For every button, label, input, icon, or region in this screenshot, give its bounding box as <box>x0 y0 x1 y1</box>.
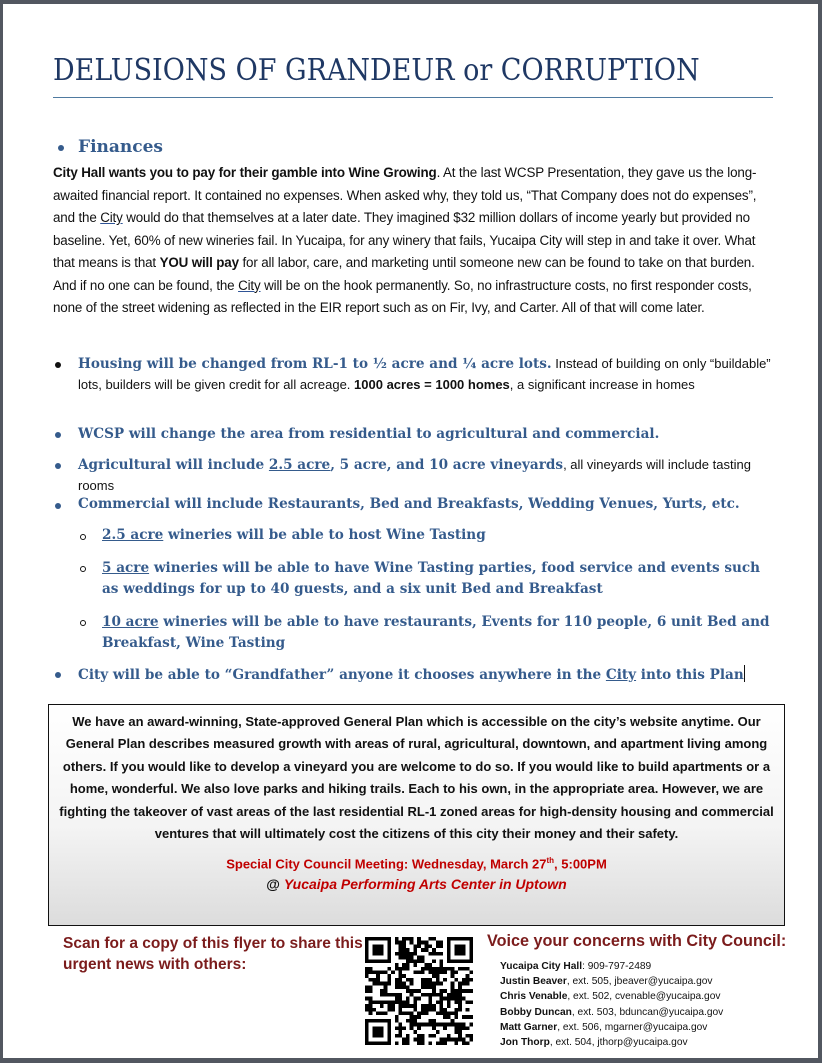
scan-instructions: Scan for a copy of this flyer to share this urgent news with others: <box>63 935 363 973</box>
housing-heading: Housing will be changed from RL-1 to ½ acre and ¼ acre lots. <box>78 356 552 372</box>
contact-detail: , ext. 504, jthorp@yucaipa.gov <box>549 1037 688 1049</box>
page-title: DELUSIONS OF GRANDEUR or CORRUPTION <box>53 53 700 88</box>
contact-detail: , ext. 506, mgarner@yucaipa.gov <box>557 1021 708 1033</box>
bullet-commercial: Commercial will include Restaurants, Bed and Breakfasts, Wedding Venues, Yurts, etc. <box>78 496 740 512</box>
finances-text: would do that themselves at a later date. They imagined $32 million dollars of income yearly but provided no baseline. Yet, 60% of new wineries fail. In Yucaipa, for any winery that fails, Yucaipa City will step in and take it over. What that means is that <box>53 210 756 270</box>
contact-item <box>500 974 723 989</box>
meeting-notice <box>49 851 784 873</box>
grandfather-text: into this Plan <box>636 667 744 683</box>
qr-code-icon[interactable] <box>365 937 473 1045</box>
housing-text: , a significant increase in homes <box>509 376 695 392</box>
meeting-time: , 5:00PM <box>554 856 607 872</box>
bullet-icon <box>55 672 61 678</box>
contact-item <box>500 959 723 974</box>
sub-item <box>102 612 772 654</box>
bullet-icon <box>55 432 61 438</box>
sub-bullet-icon <box>80 534 86 540</box>
bullet-housing <box>78 354 778 395</box>
sub-bullet-icon <box>80 620 86 626</box>
finances-heading: Finances <box>78 137 163 157</box>
venue-name: Yucaipa Performing Arts Center in Uptown <box>283 875 567 892</box>
contact-item <box>500 1020 723 1035</box>
voice-heading: Voice your concerns with City Council: <box>487 932 787 950</box>
finances-text: . At the last WCSP Presentation, they gave us the long-awaited financial report. It contained no expenses. When asked why, they told us, “That Company does not do expenses”, and the <box>53 165 757 225</box>
contact-name: Matt Garner <box>500 1021 558 1033</box>
grandfather-text: City will be able to “Grandfather” anyone it chooses anywhere in the <box>78 667 606 683</box>
bullet-wcsp: WCSP will change the area from residential to agricultural and commercial. <box>78 426 660 442</box>
acre-link[interactable]: 2.5 acre <box>102 527 164 543</box>
finances-text: for all labor, care, and marketing until someone new can be found to take on that burden. And if no one can be found, the <box>53 255 755 293</box>
text-cursor <box>744 665 745 682</box>
city-link[interactable]: City <box>100 210 123 225</box>
contact-item <box>500 989 723 1004</box>
bullet-icon <box>58 145 64 151</box>
callout-text: We have an award-winning, State-approved General Plan which is accessible on the city’s website anytime. Our General Plan describes measured growth with areas of rural, agricultural, downtown, and apartment living among others. If you would like to develop a vineyard you are welcome to do so. If you would like to build apartments or a home, wonderful. We also love parks and hiking trails. Each to his own, in the appropriate area. However, we are fighting the takeover of vast areas of the last residential RL-1 zoned areas for high-density housing and commercial ventures that will ultimately cost the citizens of this city their money and their safety. <box>59 714 774 842</box>
venue-at: @ <box>266 875 284 892</box>
agri-heading: , 5 acre, and 10 acre vineyards <box>330 457 564 473</box>
contact-item <box>500 1005 723 1020</box>
sub-bullet-icon <box>80 566 86 572</box>
contact-detail: , ext. 505, jbeaver@yucaipa.gov <box>566 976 713 988</box>
acre-link[interactable]: 5 acre <box>102 560 150 576</box>
contact-item <box>500 1035 723 1050</box>
acre-link[interactable]: 10 acre <box>102 614 159 630</box>
agri-text: , all vineyards will include tasting rooms <box>78 457 751 493</box>
meeting-sup: th <box>546 856 555 866</box>
acre-link[interactable]: 2.5 acre <box>268 457 331 473</box>
contact-name: Chris Venable <box>500 991 568 1003</box>
contact-name: Justin Beaver <box>500 976 567 988</box>
bullet-icon <box>55 503 61 509</box>
title-divider <box>53 97 773 98</box>
you-will-pay: YOU will pay <box>159 255 239 270</box>
contact-name: Bobby Duncan <box>500 1006 572 1018</box>
bullet-icon <box>55 362 61 368</box>
finances-text: will be on the hook permanently. So, no infrastructure costs, no first responder costs, none of the street widening as reflected in the EIR report such as on Fir, Ivy, and Carter. All of that will come later. <box>53 277 752 315</box>
sub-item-text: wineries will be able to have restaurants, Events for 110 people, 6 unit Bed and Breakfast, Wine Tasting <box>102 614 770 651</box>
meeting-text: Special City Council Meeting: Wednesday, March 27 <box>226 856 547 872</box>
contact-detail: : 909-797-2489 <box>582 961 652 972</box>
bullet-icon <box>55 463 61 469</box>
housing-bold: 1000 acres = 1000 homes <box>354 376 510 392</box>
city-link[interactable]: City <box>605 667 637 683</box>
contact-detail: , ext. 502, cvenable@yucaipa.gov <box>567 991 721 1003</box>
bullet-grandfather <box>78 665 778 686</box>
contact-name: Jon Thorp <box>500 1037 550 1049</box>
contact-name: Yucaipa City Hall <box>500 961 583 972</box>
sub-item-text: wineries will be able to host Wine Tasting <box>163 527 486 543</box>
finances-lead: City Hall wants you to pay for their gamble into Wine Growing <box>53 165 437 180</box>
city-link[interactable]: City <box>238 277 261 293</box>
document-page <box>3 4 818 1058</box>
sub-item-text: wineries will be able to have Wine Tasting parties, food service and events such as weddings for up to 40 guests, and a six unit Bed and Breakfast <box>102 560 761 597</box>
general-plan-callout <box>48 704 785 926</box>
contact-detail: , ext. 503, bduncan@yucaipa.gov <box>571 1006 724 1018</box>
contact-list <box>500 959 723 1050</box>
meeting-venue <box>49 874 784 894</box>
agri-prefix: Agricultural will include <box>78 457 269 473</box>
sub-item <box>102 526 772 546</box>
housing-text: Instead of building on only “buildable” lots, builders will be given credit for all acreage. <box>78 356 771 392</box>
finances-paragraph <box>53 162 768 320</box>
sub-item <box>102 558 772 600</box>
bullet-agricultural <box>78 455 778 496</box>
